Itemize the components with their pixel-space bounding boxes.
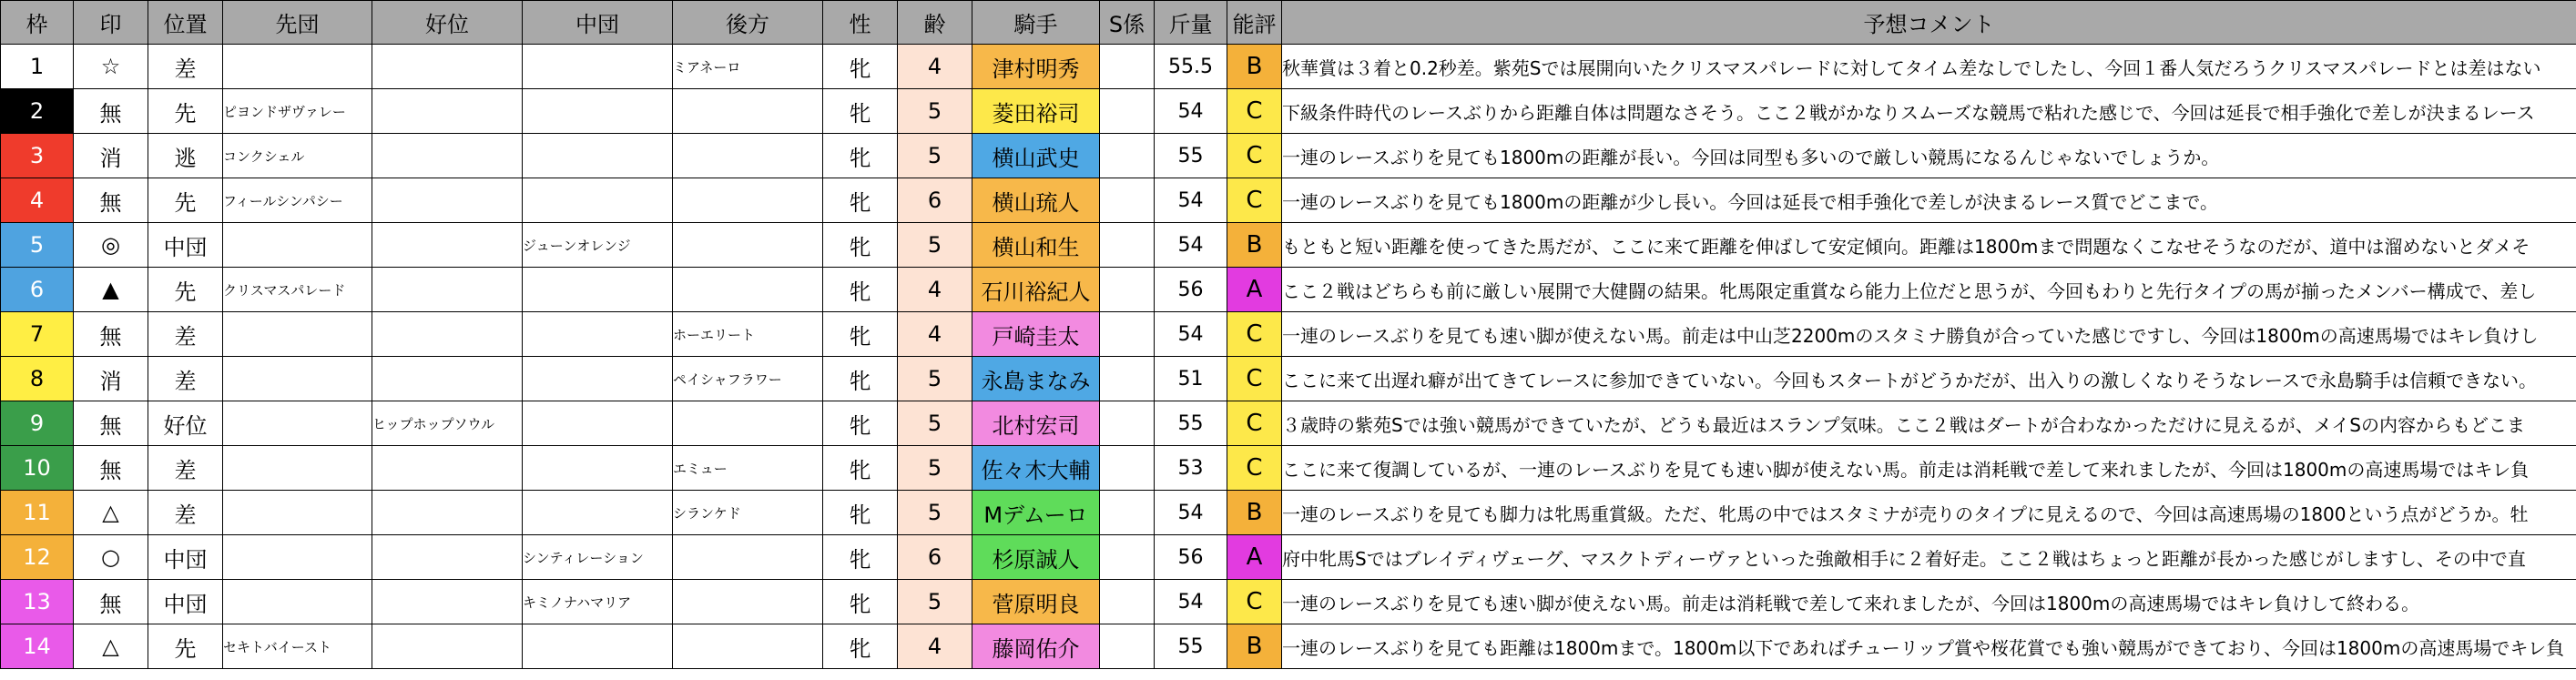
gate-number-cell: 10 — [1, 446, 74, 491]
sex-cell: 牝 — [823, 357, 898, 401]
gate-number-cell: 12 — [1, 535, 74, 580]
s-factor-cell — [1100, 446, 1155, 491]
gate-number-cell: 8 — [1, 357, 74, 401]
jockey-cell: 横山琉人 — [972, 178, 1100, 223]
gate-number-cell: 1 — [1, 45, 74, 89]
sex-cell: 牝 — [823, 446, 898, 491]
front-group-cell: ピヨンドザヴァレー — [223, 89, 372, 134]
rating-cell: C — [1227, 357, 1282, 401]
s-factor-cell — [1100, 45, 1155, 89]
front-group-cell: クリスマスパレード — [223, 268, 372, 312]
gate-number-cell: 13 — [1, 580, 74, 624]
table-row — [1, 446, 2576, 491]
s-factor-cell — [1100, 491, 1155, 535]
rating-cell: C — [1227, 401, 1282, 446]
good-position-cell — [372, 312, 523, 357]
position-cell: 先 — [148, 89, 223, 134]
age-cell: 4 — [898, 624, 972, 669]
mid-group-cell: シンティレーション — [523, 535, 673, 580]
mid-group-cell — [523, 89, 673, 134]
jockey-cell: 菅原明良 — [972, 580, 1100, 624]
jockey-cell: 横山武史 — [972, 134, 1100, 178]
comment-cell: 下級条件時代のレースぶりから距離自体は問題なさそう。ここ２戦がかなりスムーズな競馬で粘れた感じで、今回は延長で相手強化で差しが決まるレース — [1282, 89, 2576, 134]
gate-number-cell: 2 — [1, 89, 74, 134]
sex-cell: 牝 — [823, 178, 898, 223]
age-cell: 5 — [898, 401, 972, 446]
position-cell: 差 — [148, 491, 223, 535]
gate-number-cell: 6 — [1, 268, 74, 312]
header-front-group: 先団 — [223, 1, 372, 45]
header-mark: 印 — [74, 1, 148, 45]
front-group-cell — [223, 446, 372, 491]
gate-number-cell: 14 — [1, 624, 74, 669]
header-jockey: 騎手 — [972, 1, 1100, 45]
s-factor-cell — [1100, 312, 1155, 357]
prediction-mark-cell: △ — [74, 624, 148, 669]
rating-cell: B — [1227, 624, 1282, 669]
position-cell: 中団 — [148, 580, 223, 624]
age-cell: 4 — [898, 268, 972, 312]
weight-cell: 55 — [1155, 401, 1227, 446]
good-position-cell — [372, 45, 523, 89]
header-rating: 能評 — [1227, 1, 1282, 45]
prediction-mark-cell: ○ — [74, 535, 148, 580]
header-mid-group: 中団 — [523, 1, 673, 45]
rear-cell — [673, 178, 823, 223]
table-row — [1, 45, 2576, 89]
comment-cell: ３歳時の紫苑Sでは強い競馬ができていたが、どうも最近はスランプ気味。ここ２戦はダートが合わなかっただけに見えるが、メイSの内容からもどこま — [1282, 401, 2576, 446]
jockey-cell: 藤岡佑介 — [972, 624, 1100, 669]
rear-cell — [673, 89, 823, 134]
jockey-cell: 横山和生 — [972, 223, 1100, 268]
position-cell: 中団 — [148, 535, 223, 580]
weight-cell: 54 — [1155, 580, 1227, 624]
gate-number-cell: 7 — [1, 312, 74, 357]
rear-cell — [673, 268, 823, 312]
comment-cell: 一連のレースぶりを見ても距離は1800mまで。1800m以下であればチューリップ賞や桜花賞でも強い競馬ができており、今回は1800mの高速馬場でキレ負 — [1282, 624, 2576, 669]
sex-cell: 牝 — [823, 45, 898, 89]
rear-cell: ミアネーロ — [673, 45, 823, 89]
mid-group-cell — [523, 491, 673, 535]
prediction-mark-cell: ▲ — [74, 268, 148, 312]
table-row — [1, 134, 2576, 178]
s-factor-cell — [1100, 89, 1155, 134]
header-s-factor: S係 — [1100, 1, 1155, 45]
jockey-cell: 戸崎圭太 — [972, 312, 1100, 357]
rear-cell: ホーエリート — [673, 312, 823, 357]
comment-cell: 一連のレースぶりを見ても速い脚が使えない馬。前走は中山芝2200mのスタミナ勝負が合っていた感じですし、今回は1800mの高速馬場ではキレ負けし — [1282, 312, 2576, 357]
jockey-cell: Mデムーロ — [972, 491, 1100, 535]
front-group-cell: セキトバイースト — [223, 624, 372, 669]
gate-number-cell: 5 — [1, 223, 74, 268]
age-cell: 4 — [898, 45, 972, 89]
position-cell: 差 — [148, 312, 223, 357]
age-cell: 5 — [898, 446, 972, 491]
header-age: 齢 — [898, 1, 972, 45]
weight-cell: 55 — [1155, 134, 1227, 178]
age-cell: 5 — [898, 223, 972, 268]
header-gate: 枠 — [1, 1, 74, 45]
rating-cell: B — [1227, 491, 1282, 535]
weight-cell: 55.5 — [1155, 45, 1227, 89]
comment-cell: 一連のレースぶりを見ても1800mの距離が少し長い。今回は延長で相手強化で差しが決まるレース質でどこまで。 — [1282, 178, 2576, 223]
front-group-cell — [223, 580, 372, 624]
comment-cell: ここ２戦はどちらも前に厳しい展開で大健闘の結果。牝馬限定重賞なら能力上位だと思うが、今回もわりと先行タイプの馬が揃ったメンバー構成で、差し — [1282, 268, 2576, 312]
weight-cell: 55 — [1155, 624, 1227, 669]
prediction-mark-cell: 無 — [74, 178, 148, 223]
header-position: 位置 — [148, 1, 223, 45]
sex-cell: 牝 — [823, 223, 898, 268]
table-row — [1, 624, 2576, 669]
s-factor-cell — [1100, 134, 1155, 178]
gate-number-cell: 11 — [1, 491, 74, 535]
rear-cell: エミュー — [673, 446, 823, 491]
front-group-cell: コンクシェル — [223, 134, 372, 178]
jockey-cell: 津村明秀 — [972, 45, 1100, 89]
sex-cell: 牝 — [823, 580, 898, 624]
jockey-cell: 菱田裕司 — [972, 89, 1100, 134]
position-cell: 好位 — [148, 401, 223, 446]
sex-cell: 牝 — [823, 268, 898, 312]
good-position-cell — [372, 580, 523, 624]
front-group-cell: フィールシンパシー — [223, 178, 372, 223]
mid-group-cell — [523, 624, 673, 669]
rating-cell: B — [1227, 45, 1282, 89]
rating-cell: C — [1227, 312, 1282, 357]
prediction-mark-cell: ◎ — [74, 223, 148, 268]
mid-group-cell — [523, 268, 673, 312]
table-row — [1, 580, 2576, 624]
s-factor-cell — [1100, 223, 1155, 268]
header-weight: 斤量 — [1155, 1, 1227, 45]
comment-cell: 一連のレースぶりを見ても1800mの距離が長い。今回は同型も多いので厳しい競馬になるんじゃないでしょうか。 — [1282, 134, 2576, 178]
mid-group-cell — [523, 178, 673, 223]
weight-cell: 51 — [1155, 357, 1227, 401]
mid-group-cell: ジューンオレンジ — [523, 223, 673, 268]
rear-cell: ペイシャフラワー — [673, 357, 823, 401]
comment-cell: 府中牝馬Sではブレイディヴェーグ、マスクトディーヴァといった強敵相手に２着好走。ここ２戦はちょっと距離が長かった感じがしますし、その中で直 — [1282, 535, 2576, 580]
mid-group-cell — [523, 45, 673, 89]
jockey-cell: 佐々木大輔 — [972, 446, 1100, 491]
position-cell: 先 — [148, 178, 223, 223]
prediction-mark-cell: 無 — [74, 580, 148, 624]
prediction-mark-cell: ☆ — [74, 45, 148, 89]
age-cell: 4 — [898, 312, 972, 357]
weight-cell: 53 — [1155, 446, 1227, 491]
table-row — [1, 89, 2576, 134]
mid-group-cell — [523, 446, 673, 491]
age-cell: 5 — [898, 89, 972, 134]
prediction-mark-cell: 無 — [74, 89, 148, 134]
s-factor-cell — [1100, 268, 1155, 312]
table-row — [1, 401, 2576, 446]
jockey-cell: 北村宏司 — [972, 401, 1100, 446]
table-row — [1, 535, 2576, 580]
good-position-cell — [372, 624, 523, 669]
mid-group-cell — [523, 401, 673, 446]
comment-cell: 秋華賞は３着と0.2秒差。紫苑Sでは展開向いたクリスマスパレードに対してタイム差なしでしたし、今回１番人気だろうクリスマスパレードとは差はない — [1282, 45, 2576, 89]
gate-number-cell: 3 — [1, 134, 74, 178]
age-cell: 6 — [898, 178, 972, 223]
rear-cell — [673, 134, 823, 178]
front-group-cell — [223, 491, 372, 535]
comment-cell: 一連のレースぶりを見ても脚力は牝馬重賞級。ただ、牝馬の中ではスタミナが売りのタイプに見えるので、今回は高速馬場の1800という点がどうか。牡 — [1282, 491, 2576, 535]
rear-cell: シランケド — [673, 491, 823, 535]
rear-cell — [673, 401, 823, 446]
table-row — [1, 268, 2576, 312]
rating-cell: A — [1227, 535, 1282, 580]
rating-cell: C — [1227, 134, 1282, 178]
good-position-cell — [372, 134, 523, 178]
prediction-mark-cell: 無 — [74, 401, 148, 446]
weight-cell: 54 — [1155, 312, 1227, 357]
header-comment: 予想コメント — [1282, 1, 2576, 45]
age-cell: 6 — [898, 535, 972, 580]
front-group-cell — [223, 535, 372, 580]
good-position-cell — [372, 223, 523, 268]
header-sex: 性 — [823, 1, 898, 45]
front-group-cell — [223, 312, 372, 357]
comment-cell: もともと短い距離を使ってきた馬だが、ここに来て距離を伸ばして安定傾向。距離は1800mまで問題なくこなせそうなのだが、道中は溜めないとダメそ — [1282, 223, 2576, 268]
weight-cell: 54 — [1155, 178, 1227, 223]
rear-cell — [673, 535, 823, 580]
position-cell: 先 — [148, 268, 223, 312]
position-cell: 逃 — [148, 134, 223, 178]
rear-cell — [673, 624, 823, 669]
rating-cell: C — [1227, 580, 1282, 624]
jockey-cell: 石川裕紀人 — [972, 268, 1100, 312]
rating-cell: A — [1227, 268, 1282, 312]
table-row — [1, 178, 2576, 223]
table-row — [1, 312, 2576, 357]
table-row — [1, 491, 2576, 535]
sex-cell: 牝 — [823, 624, 898, 669]
good-position-cell — [372, 535, 523, 580]
s-factor-cell — [1100, 580, 1155, 624]
mid-group-cell: キミノナハマリア — [523, 580, 673, 624]
prediction-mark-cell: △ — [74, 491, 148, 535]
position-cell: 中団 — [148, 223, 223, 268]
s-factor-cell — [1100, 624, 1155, 669]
s-factor-cell — [1100, 401, 1155, 446]
rating-cell: C — [1227, 446, 1282, 491]
table-row — [1, 357, 2576, 401]
age-cell: 5 — [898, 134, 972, 178]
header-rear: 後方 — [673, 1, 823, 45]
header-row — [1, 1, 2576, 45]
good-position-cell — [372, 89, 523, 134]
rear-cell — [673, 580, 823, 624]
age-cell: 5 — [898, 357, 972, 401]
position-cell: 差 — [148, 446, 223, 491]
rating-cell: B — [1227, 223, 1282, 268]
comment-cell: 一連のレースぶりを見ても速い脚が使えない馬。前走は消耗戦で差して来れましたが、今回は1800mの高速馬場ではキレ負けして終わる。 — [1282, 580, 2576, 624]
jockey-cell: 杉原誠人 — [972, 535, 1100, 580]
weight-cell: 54 — [1155, 89, 1227, 134]
rating-cell: C — [1227, 178, 1282, 223]
good-position-cell — [372, 268, 523, 312]
sex-cell: 牝 — [823, 134, 898, 178]
prediction-mark-cell: 無 — [74, 446, 148, 491]
front-group-cell — [223, 223, 372, 268]
front-group-cell — [223, 45, 372, 89]
sex-cell: 牝 — [823, 89, 898, 134]
age-cell: 5 — [898, 491, 972, 535]
s-factor-cell — [1100, 535, 1155, 580]
sex-cell: 牝 — [823, 312, 898, 357]
good-position-cell — [372, 178, 523, 223]
gate-number-cell: 9 — [1, 401, 74, 446]
good-position-cell — [372, 357, 523, 401]
mid-group-cell — [523, 134, 673, 178]
good-position-cell — [372, 446, 523, 491]
weight-cell: 56 — [1155, 268, 1227, 312]
prediction-mark-cell: 消 — [74, 357, 148, 401]
gate-number-cell: 4 — [1, 178, 74, 223]
good-position-cell: ヒップホップソウル — [372, 401, 523, 446]
header-good-position: 好位 — [372, 1, 523, 45]
rating-cell: C — [1227, 89, 1282, 134]
mid-group-cell — [523, 312, 673, 357]
comment-cell: ここに来て復調しているが、一連のレースぶりを見ても速い脚が使えない馬。前走は消耗戦で差して来れましたが、今回は1800mの高速馬場ではキレ負 — [1282, 446, 2576, 491]
table-row — [1, 223, 2576, 268]
position-cell: 差 — [148, 45, 223, 89]
weight-cell: 54 — [1155, 491, 1227, 535]
sex-cell: 牝 — [823, 491, 898, 535]
rear-cell — [673, 223, 823, 268]
comment-cell: ここに来て出遅れ癖が出てきてレースに参加できていない。今回もスタートがどうかだが、出入りの激しくなりそうなレースで永島騎手は信頼できない。 — [1282, 357, 2576, 401]
prediction-mark-cell: 消 — [74, 134, 148, 178]
s-factor-cell — [1100, 178, 1155, 223]
prediction-mark-cell: 無 — [74, 312, 148, 357]
position-cell: 先 — [148, 624, 223, 669]
jockey-cell: 永島まなみ — [972, 357, 1100, 401]
s-factor-cell — [1100, 357, 1155, 401]
age-cell: 5 — [898, 580, 972, 624]
front-group-cell — [223, 357, 372, 401]
sex-cell: 牝 — [823, 401, 898, 446]
weight-cell: 54 — [1155, 223, 1227, 268]
front-group-cell — [223, 401, 372, 446]
good-position-cell — [372, 491, 523, 535]
mid-group-cell — [523, 357, 673, 401]
position-cell: 差 — [148, 357, 223, 401]
weight-cell: 56 — [1155, 535, 1227, 580]
sex-cell: 牝 — [823, 535, 898, 580]
